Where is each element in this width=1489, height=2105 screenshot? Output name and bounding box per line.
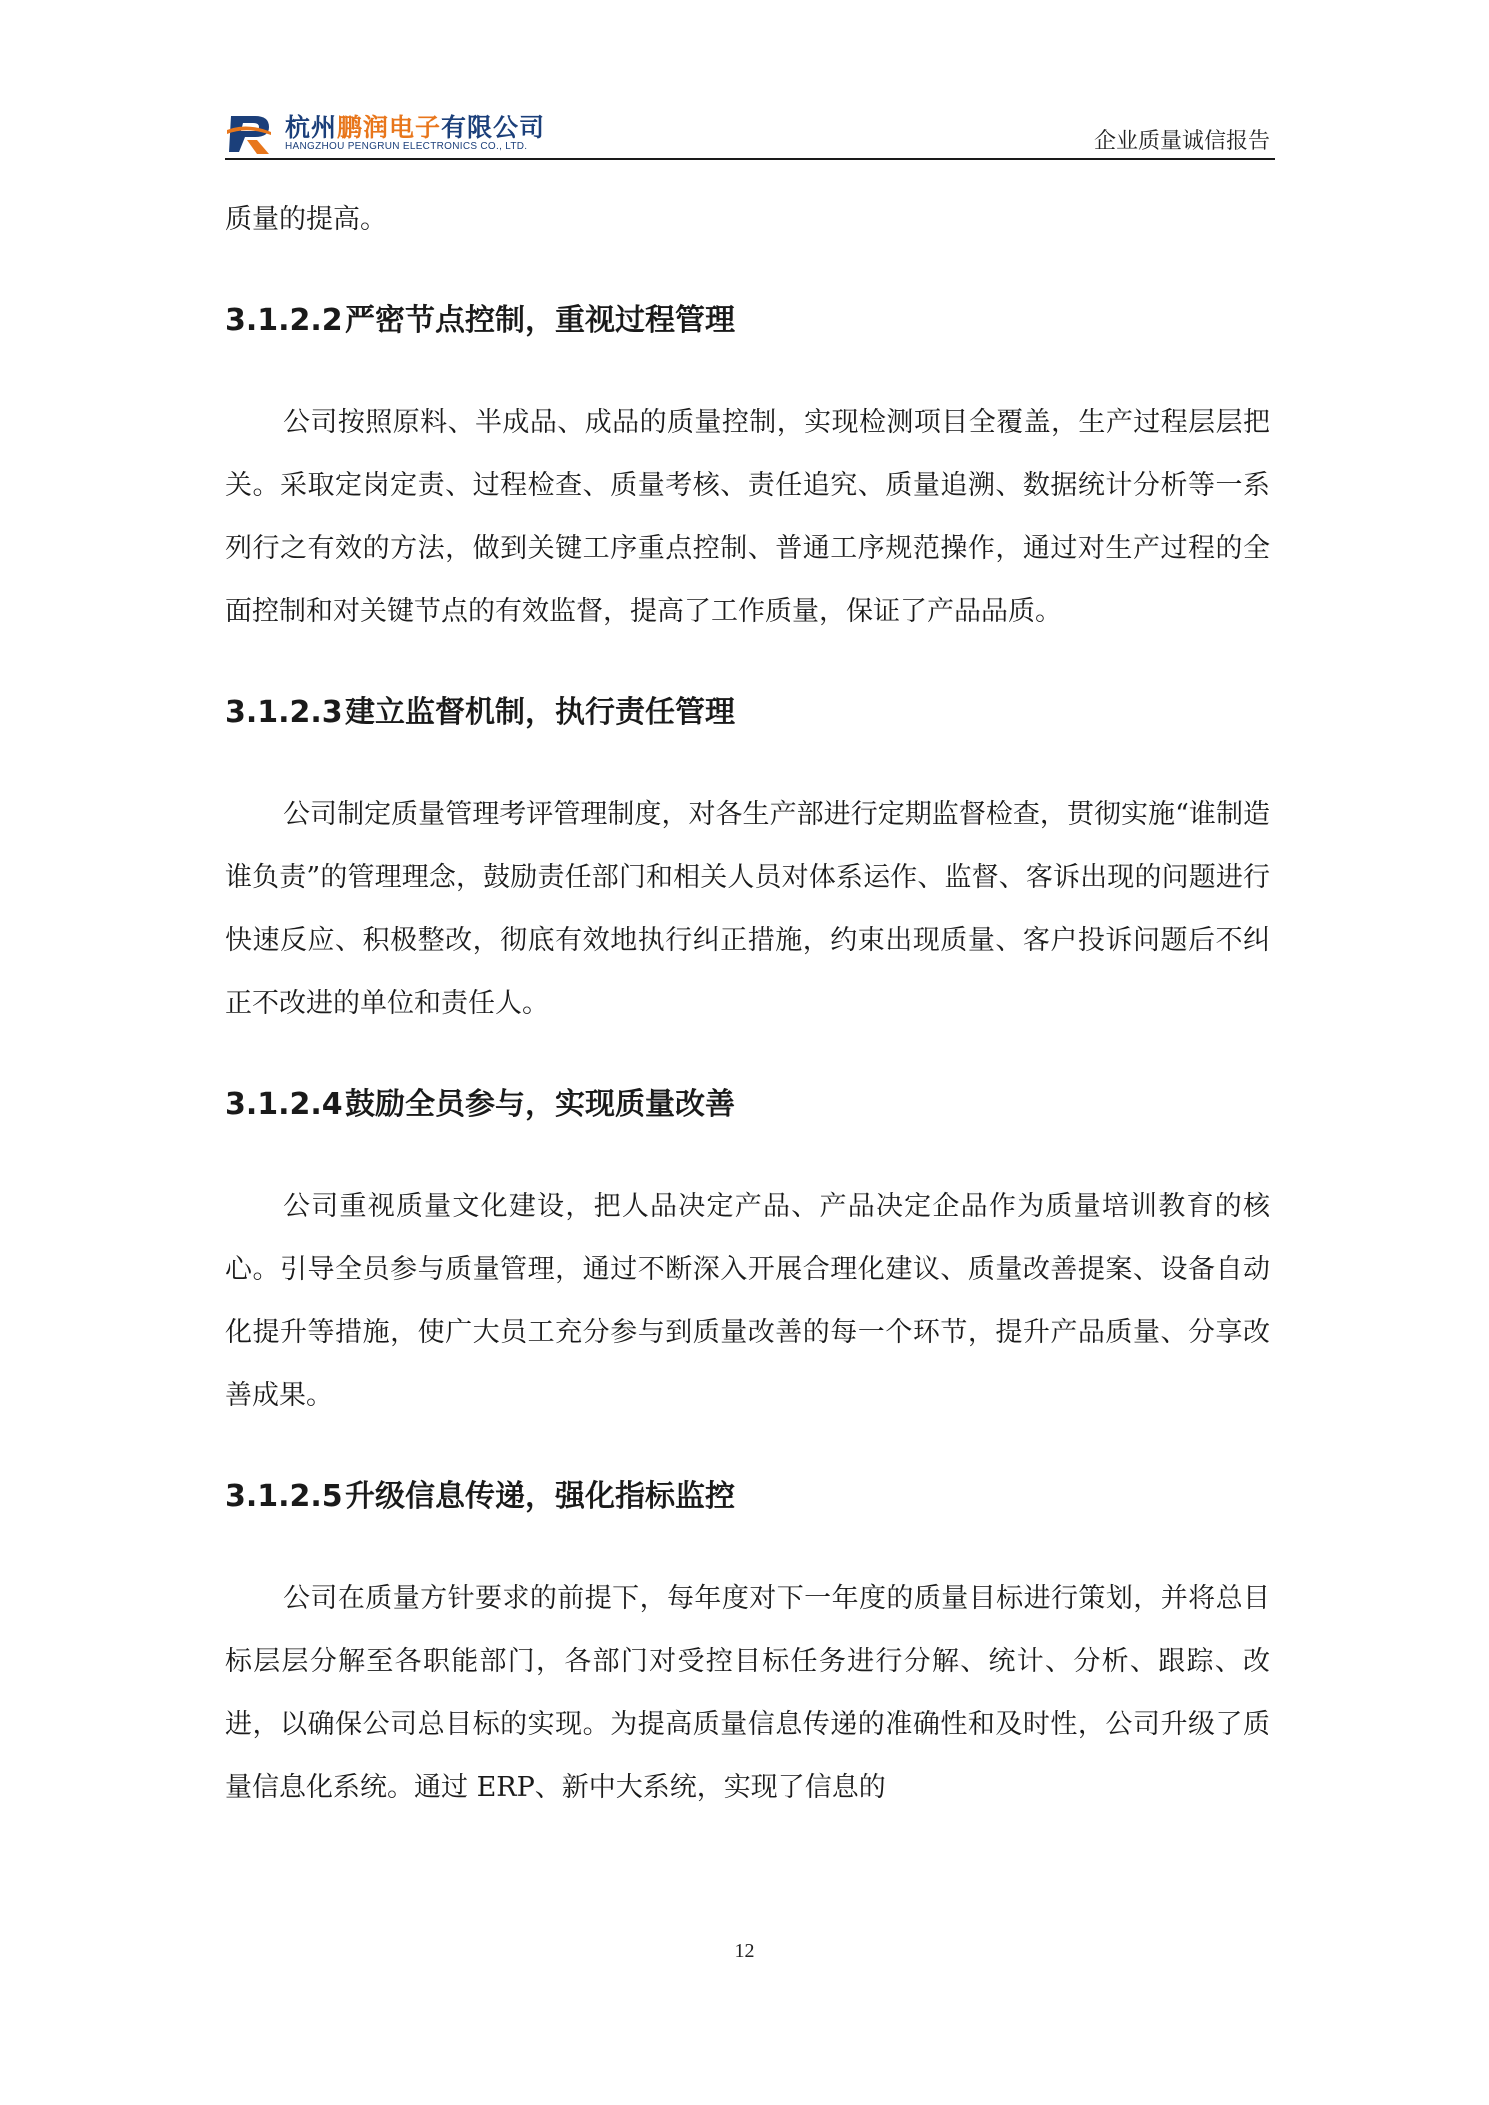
company-name-pre: 杭州 [285,113,338,142]
company-name-brand: 鹏润电子 [337,113,442,142]
section-number: 3.1.2.2 [225,303,343,338]
company-name-cn [285,108,545,144]
section-number: 3.1.2.4 [225,1087,343,1122]
header-divider [225,158,1275,160]
section-paragraph: 公司重视质量文化建设，把人品决定产品、产品决定企品作为质量培训教育的核心。引导全员参与质量管理，通过不断深入开展合理化建议、质量改善提案、设备自动化提升等措施，使广大员工充分参与到质量改善的每一个环节，提升产品质量、分享改善成果。 [225,1191,1270,1411]
company-name-post: 有限公司 [441,113,546,142]
section-title: 升级信息传递，强化指标监控 [345,1479,735,1514]
pengrun-logo-icon [225,110,275,158]
page-number: 12 [734,1940,755,1962]
section-number: 3.1.2.5 [225,1479,343,1514]
section-number: 3.1.2.3 [225,695,343,730]
section-title: 严密节点控制，重视过程管理 [345,303,735,338]
intro-continuation: 质量的提高。 [225,204,387,235]
section-title: 鼓励全员参与，实现质量改善 [345,1087,735,1122]
section-heading-3-1-2-3 [225,683,1270,743]
section-paragraph: 公司制定质量管理考评管理制度，对各生产部进行定期监督检查，贯彻实施“谁制造谁负责”的管理理念，鼓励责任部门和相关人员对体系运作、监督、客诉出现的问题进行快速反应、积极整改，彻底有效地执行纠正措施，约束出现质量、客户投诉问题后不纠正不改进的单位和责任人。 [225,799,1270,1019]
company-logo [225,108,825,158]
section-title: 建立监督机制，执行责任管理 [345,695,735,730]
section-heading-3-1-2-4 [225,1075,1270,1135]
section-heading-3-1-2-5 [225,1467,1270,1527]
section-paragraph: 公司在质量方针要求的前提下，每年度对下一年度的质量目标进行策划，并将总目标层层分解至各职能部门，各部门对受控目标任务进行分解、统计、分析、跟踪、改进，以确保公司总目标的实现。为提高质量信息传递的准确性和及时性，公司升级了质量信息化系统。通过 ERP、新中大系统，实现了信息的 [225,1583,1270,1803]
section-heading-3-1-2-2 [225,291,1270,351]
report-title: 企业质量诚信报告 [1093,129,1270,154]
page-header [225,100,1270,160]
company-name-en: HANGZHOU PENGRUN ELECTRONICS CO., LTD. [285,141,528,152]
page-body [225,188,1270,1819]
section-paragraph: 公司按照原料、半成品、成品的质量控制，实现检测项目全覆盖，生产过程层层把关。采取定岗定责、过程检查、质量考核、责任追究、质量追溯、数据统计分析等一系列行之有效的方法，做到关键工序重点控制、普通工序规范操作，通过对生产过程的全面控制和对关键节点的有效监督，提高了工作质量，保证了产品品质。 [225,407,1270,627]
